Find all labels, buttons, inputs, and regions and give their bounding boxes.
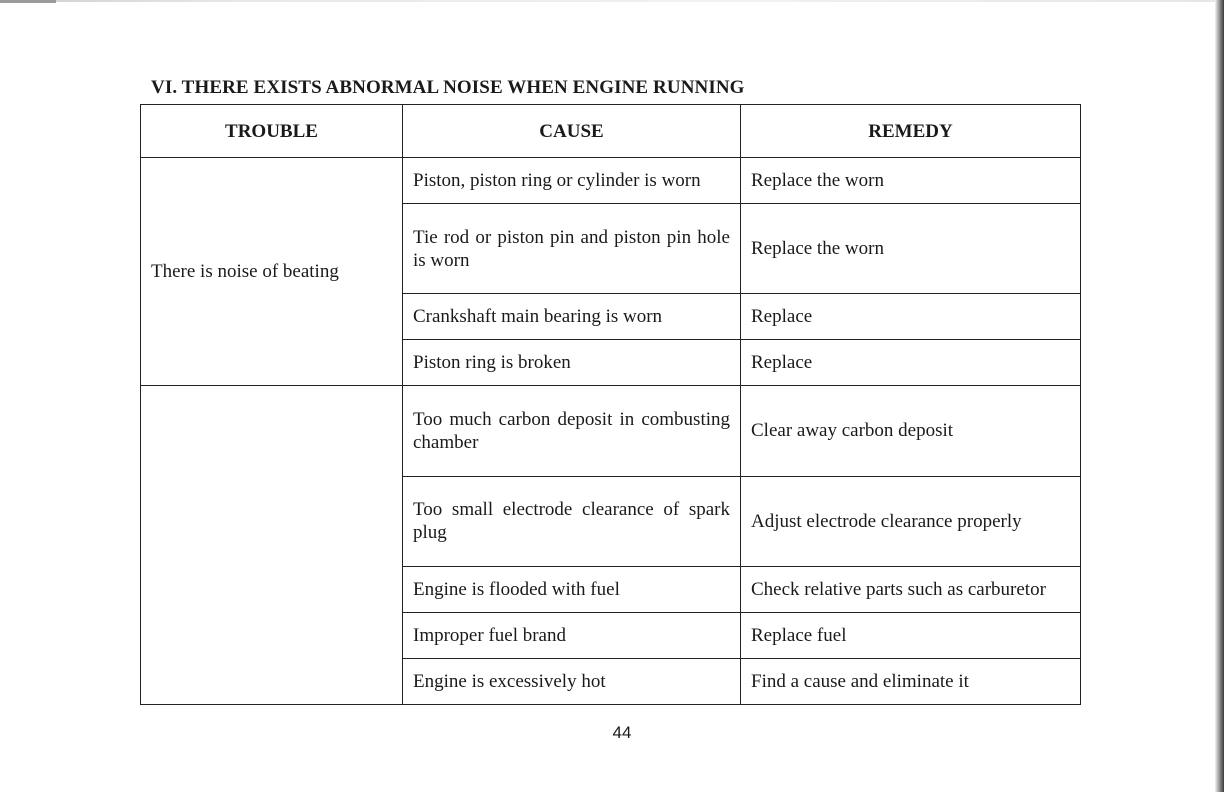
cause-cell: Tie rod or piston pin and piston pin hole is worn xyxy=(403,204,741,294)
page-number: 44 xyxy=(612,723,632,742)
table-row xyxy=(141,158,1081,204)
section-heading: VI. THERE EXISTS ABNORMAL NOISE WHEN ENGINE RUNNING xyxy=(151,77,745,98)
remedy-cell: Clear away carbon deposit xyxy=(741,386,1081,476)
remedy-cell: Find a cause and eliminate it xyxy=(741,658,1081,704)
remedy-cell: Replace xyxy=(741,294,1081,340)
table-row xyxy=(141,386,1081,476)
remedy-cell: Replace fuel xyxy=(741,612,1081,658)
header-trouble: TROUBLE xyxy=(141,105,403,158)
cause-cell: Improper fuel brand xyxy=(403,612,741,658)
scan-top-edge xyxy=(0,0,1215,2)
remedy-cell: Replace the worn xyxy=(741,158,1081,204)
cause-cell: Engine is flooded with fuel xyxy=(403,566,741,612)
remedy-cell: Check relative parts such as carburetor xyxy=(741,566,1081,612)
remedy-cell: Replace the worn xyxy=(741,204,1081,294)
trouble-cell xyxy=(141,386,403,705)
cause-cell: Piston, piston ring or cylinder is worn xyxy=(403,158,741,204)
scan-corner-mark xyxy=(0,0,56,3)
cause-cell: Too much carbon deposit in combusting chamber xyxy=(403,386,741,476)
table-header-row xyxy=(141,105,1081,158)
trouble-cell: There is noise of beating xyxy=(141,158,403,386)
header-remedy: REMEDY xyxy=(741,105,1081,158)
cause-cell: Piston ring is broken xyxy=(403,340,741,386)
troubleshooting-table xyxy=(140,104,1081,705)
scan-right-edge xyxy=(1215,0,1224,792)
cause-cell: Too small electrode clearance of spark plug xyxy=(403,476,741,566)
remedy-cell: Replace xyxy=(741,340,1081,386)
cause-cell: Crankshaft main bearing is worn xyxy=(403,294,741,340)
remedy-cell: Adjust electrode clearance properly xyxy=(741,476,1081,566)
cause-cell: Engine is excessively hot xyxy=(403,658,741,704)
header-cause: CAUSE xyxy=(403,105,741,158)
